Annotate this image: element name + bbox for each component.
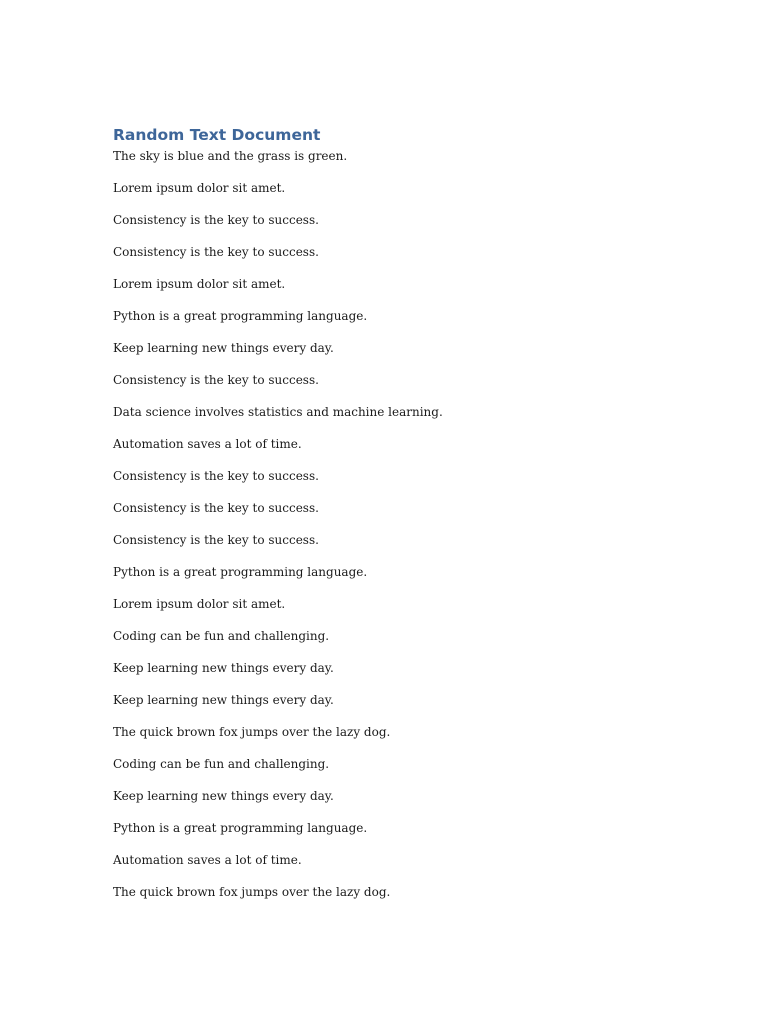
document-body [113, 125, 673, 916]
paragraph: Lorem ipsum dolor sit amet. [113, 181, 286, 195]
paragraph: Keep learning new things every day. [113, 693, 334, 707]
paragraph: Keep learning new things every day. [113, 661, 334, 675]
paragraph: Automation saves a lot of time. [113, 853, 302, 867]
paragraph: Python is a great programming language. [113, 821, 368, 835]
paragraph: Consistency is the key to success. [113, 533, 319, 547]
paragraph: Consistency is the key to success. [113, 373, 319, 387]
paragraph: Automation saves a lot of time. [113, 437, 302, 451]
document-title: Random Text Document [113, 126, 321, 144]
paragraph: Consistency is the key to success. [113, 469, 319, 483]
paragraph: Lorem ipsum dolor sit amet. [113, 277, 286, 291]
paragraph: Keep learning new things every day. [113, 789, 334, 803]
paragraph: The quick brown fox jumps over the lazy dog. [113, 725, 391, 739]
paragraph: Coding can be fun and challenging. [113, 757, 330, 771]
paragraph: The quick brown fox jumps over the lazy dog. [113, 885, 391, 899]
paragraph: Consistency is the key to success. [113, 501, 319, 515]
paragraph: Python is a great programming language. [113, 565, 368, 579]
paragraph: Consistency is the key to success. [113, 213, 319, 227]
paragraph: Consistency is the key to success. [113, 245, 319, 259]
paragraph: Coding can be fun and challenging. [113, 629, 330, 643]
paragraph: The sky is blue and the grass is green. [113, 149, 348, 163]
paragraph: Keep learning new things every day. [113, 341, 334, 355]
paragraph: Python is a great programming language. [113, 309, 368, 323]
paragraph: Data science involves statistics and machine learning. [113, 405, 443, 419]
paragraph-list [113, 148, 673, 916]
paragraph: Lorem ipsum dolor sit amet. [113, 597, 286, 611]
